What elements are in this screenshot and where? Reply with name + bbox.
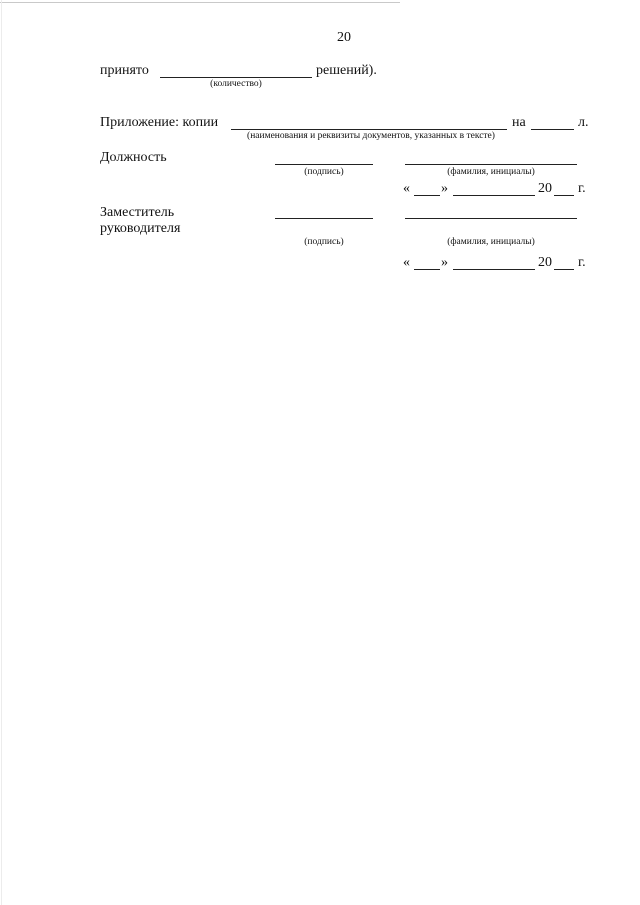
appendix-documents-line[interactable] [231,129,507,130]
accepted-count-line[interactable] [160,77,312,78]
deputy-signature-line[interactable] [275,218,373,219]
appendix-label: Приложение: копии [100,115,219,130]
deputy-date-open-quote: « [403,255,410,270]
appendix-sheets-unit: л. [578,115,589,130]
accepted-prefix: принято [100,63,149,78]
date-year-prefix: 20 [538,181,552,196]
page-number: 20 [337,30,351,45]
date-close-quote: » [441,181,448,196]
deputy-role-line2: руководителя [100,221,181,236]
appendix-caption: (наименования и реквизиты документов, указанных в тексте) [247,131,495,141]
deputy-name-caption: (фамилия, инициалы) [447,237,535,247]
date-month-line[interactable] [453,195,535,196]
deputy-name-line[interactable] [405,218,577,219]
name-line[interactable] [405,164,577,165]
scan-edge-left [1,0,2,905]
date-year-line[interactable] [554,195,574,196]
deputy-date-day-line[interactable] [414,269,440,270]
date-open-quote: « [403,181,410,196]
appendix-on: на [512,115,526,130]
signature-caption: (подпись) [304,167,344,177]
signer-role: Должность [100,150,167,165]
deputy-role-line1: Заместитель [100,205,175,220]
deputy-date-close-quote: » [441,255,448,270]
scan-edge-top [0,2,400,3]
deputy-date-year-line[interactable] [554,269,574,270]
deputy-date-year-suffix: г. [578,255,586,270]
deputy-date-year-prefix: 20 [538,255,552,270]
deputy-date-month-line[interactable] [453,269,535,270]
date-day-line[interactable] [414,195,440,196]
deputy-signature-caption: (подпись) [304,237,344,247]
signature-line[interactable] [275,164,373,165]
accepted-suffix: решений). [316,63,377,78]
date-year-suffix: г. [578,181,586,196]
accepted-count-caption: (количество) [210,79,262,89]
name-caption: (фамилия, инициалы) [447,167,535,177]
appendix-sheets-line[interactable] [531,129,574,130]
